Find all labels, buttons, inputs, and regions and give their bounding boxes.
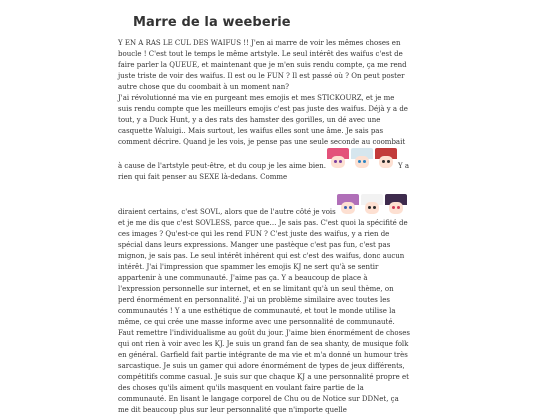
anime-girl-pink-hair-icon (327, 148, 349, 172)
anime-girl-white-hair-icon (361, 194, 383, 218)
paragraph-sovless-text-a: diraient certains, c'est SOVL, alors que de l'autre côté je vois (118, 208, 336, 216)
post-body (118, 38, 410, 416)
paragraph-sovless (118, 194, 410, 416)
paragraph-sovless-text-b: et je me dis que c'est SOVLESS, parce que… Je sais pas. C'est quoi la spécifité de ces images ? Qu'est-ce qui les rend FUN ? C'est juste des waifus, y a rien de spécial dans leurs expressions. Manger une pastèque c'est pas fun, c'est pas mignon, je sais pas. Le seul intérêt inhérent qui est c'est des waifus, donc aucun intérêt. J'ai l'impression que spammer les emojis KJ ne sert qu'à se sentir appartenir à une communauté. J'aime pas ça. Y a beaucoup de place à l'expression personnelle sur internet, et en se limitant qu'à un seul thème, on perd énormément en personnalité. J'ai un problème similaire avec toutes les communautés ! Y a une esthétique de communauté, et tout le monde utilise la même, ce qui crée une masse informe avec une personnalité de communauté. Faut remettre l'individualisme au goût du jour. J'aime bien énormément de choses qui ont rien à voir avec les KJ. Je suis un grand fan de sea shanty, de musique folk en général. Garfield fait partie intégrante de ma vie et m'a donné un humour très sarcastique. Je suis un gamer qui adore énormément de types de jeux différents, compétitifs comme casual. Je suis sur que chaque KJ a une personnalité propre et des choses qu'ils aiment qu'ils masquent en voulant faire partie de la communauté. En lisant le langage corporel de Chu ou de Notice sur DDNet, ça me dit beaucoup plus sur leur personnalité que n'importe quelle (118, 219, 410, 414)
page-title: Marre de la weeberie (133, 15, 291, 30)
anime-girl-dark-hair-icon (385, 194, 407, 218)
sovl-emoji-group (327, 148, 397, 172)
anime-girl-purple-hair-icon (337, 194, 359, 218)
paragraph-emojis-text-b: Y a rien qui fait penser au SEXE là-dedans. Comme (118, 162, 410, 181)
paragraph-intro: Y EN A RAS LE CUL DES WAIFUS !! J'en ai marre de voir les mêmes choses en boucle ! C'est tout le temps le même artstyle. Le seul intérêt des waifus c'est de faire parler la QUEUE, et maintenant que je m'en suis rendu compte, ça me rend juste triste de voir des waifus. Il est ou le FUN ? Il est passé où ? On peut poster autre chose que du coombait à un moment nan? (118, 39, 407, 91)
paragraph-emojis (118, 93, 410, 183)
paragraph-emojis-text-a: J'ai révolutionné ma vie en purgeant mes emojis et mes STICKOURZ, et je me suis rendu compte que les meilleurs emojis c'est pas juste des waifus. Déjà y a de tout, y a Duck Hunt, y a des rats des hamster des gorilles, un dé avec une casquette Waluigi.. Mais surtout, les waifus elles sont une âme. Je sais pas comment décrire. Quand je les vois, je pense pas une seule seconde au coombait à cause de l'artstyle peut-être, et du coup je les aime bien. (118, 94, 408, 170)
anime-girl-red-hair-icon (375, 148, 397, 172)
anime-girl-white-hair-icon (351, 148, 373, 172)
sovless-emoji-group (337, 194, 407, 218)
